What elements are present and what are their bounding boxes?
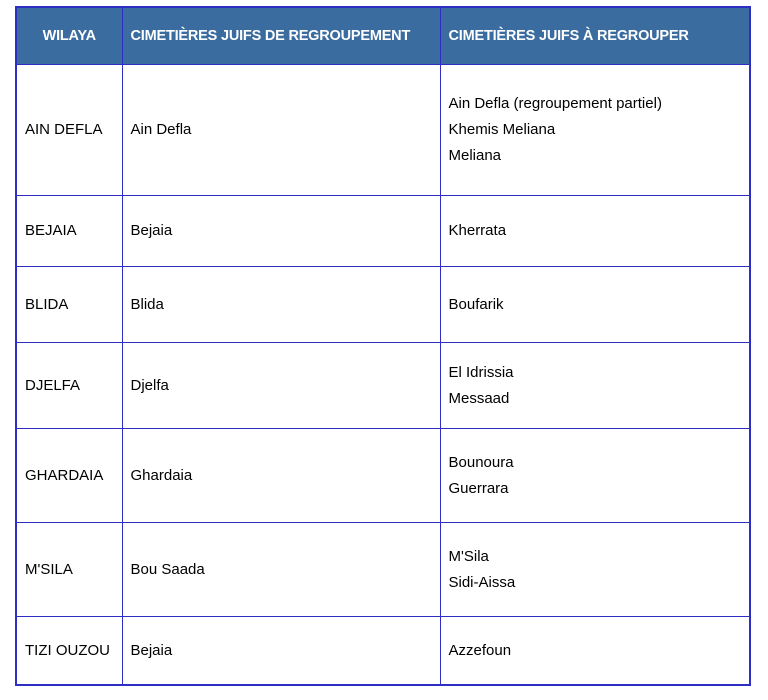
cemetery-table-frame	[15, 6, 751, 686]
cemetery-table	[17, 8, 749, 684]
cemetery-name: Guerrara	[448, 479, 509, 497]
table-row	[17, 429, 749, 523]
table-header-row	[17, 8, 749, 65]
cell-a-regrouper	[440, 617, 749, 685]
table-row	[17, 267, 749, 343]
cell-wilaya: BEJAIA	[17, 196, 122, 267]
cell-wilaya: BLIDA	[17, 267, 122, 343]
cemetery-name: Messaad	[448, 389, 510, 407]
cell-wilaya: GHARDAIA	[17, 429, 122, 523]
cell-regroupement: Blida	[122, 267, 440, 343]
header-cimetieres-a-regrouper: CIMETIÈRES JUIFS À REGROUPER	[440, 8, 749, 65]
cemetery-name: Bounoura	[448, 453, 514, 471]
cell-a-regrouper	[440, 523, 749, 617]
cell-a-regrouper	[440, 429, 749, 523]
cell-regroupement: Ghardaia	[122, 429, 440, 523]
cell-a-regrouper	[440, 343, 749, 429]
cell-regroupement: Bejaia	[122, 617, 440, 685]
cemetery-name: Khemis Meliana	[448, 121, 556, 138]
cemetery-name: Sidi-Aissa	[448, 573, 516, 591]
cell-wilaya: DJELFA	[17, 343, 122, 429]
cell-wilaya: TIZI OUZOU	[17, 617, 122, 685]
cemetery-name: M'Sila	[448, 547, 489, 565]
cemetery-name: Ain Defla (regroupement partiel)	[448, 95, 662, 112]
cell-regroupement: Ain Defla	[122, 65, 440, 196]
cemetery-name: El Idrissia	[448, 363, 514, 381]
cemetery-name: Boufarik	[448, 295, 504, 313]
cell-a-regrouper	[440, 65, 749, 196]
cell-regroupement: Bou Saada	[122, 523, 440, 617]
cell-regroupement: Djelfa	[122, 343, 440, 429]
cell-a-regrouper	[440, 196, 749, 267]
cell-wilaya: AIN DEFLA	[17, 65, 122, 196]
cell-regroupement: Bejaia	[122, 196, 440, 267]
table-row	[17, 343, 749, 429]
table-row	[17, 196, 749, 267]
cemetery-name: Azzefoun	[448, 641, 512, 659]
header-cimetieres-de-regroupement: CIMETIÈRES JUIFS DE REGROUPEMENT	[122, 8, 440, 65]
cemetery-name: Kherrata	[448, 222, 507, 239]
header-wilaya: WILAYA	[17, 8, 122, 65]
cell-a-regrouper	[440, 267, 749, 343]
table-row	[17, 65, 749, 196]
table-row	[17, 617, 749, 685]
cell-wilaya: M'SILA	[17, 523, 122, 617]
cemetery-name: Meliana	[448, 147, 502, 164]
table-row	[17, 523, 749, 617]
